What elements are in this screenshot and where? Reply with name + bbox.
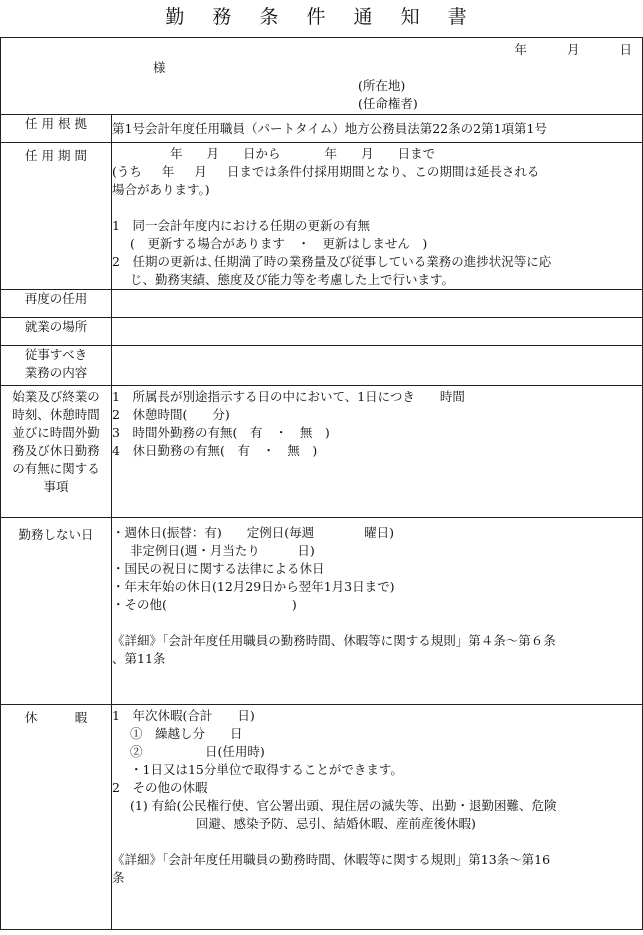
- basis-value: 第1号会計年度任用職員（パートタイム）地方公務員法第22条の2第1項第1号: [112, 115, 643, 143]
- date-year: 年: [514, 42, 527, 57]
- addressee-sama: 様: [153, 60, 166, 75]
- renewal-item-1: 1 同一会計年度内における任期の更新の有無: [112, 218, 370, 233]
- renewal-item-2: 2 任期の更新は､任期満了時の業務量及び従事している業務の進捗状況等に応: [112, 254, 552, 269]
- basis-label: 任 用 根 拠: [1, 115, 112, 143]
- probation-year: 年: [161, 164, 175, 179]
- days-off-value: [112, 518, 643, 705]
- period-row: [1, 143, 643, 290]
- issue-date: [514, 40, 632, 58]
- days-off-line3: ・国民の祝日に関する法律による休日: [112, 561, 325, 576]
- reappointment-value: [112, 290, 643, 318]
- days-off-row: [1, 518, 643, 705]
- period-start-month: 月: [206, 146, 220, 161]
- days-off-label: 勤務しない日: [1, 518, 112, 705]
- date-day: 日: [619, 42, 632, 57]
- wh-item-2: 2 休憩時間( 分): [112, 407, 230, 422]
- duty-value: [112, 346, 643, 386]
- probation-month: 月: [194, 164, 207, 179]
- reappointment-label: 再度の任用: [1, 290, 112, 318]
- conditions-table: [0, 37, 643, 930]
- workplace-value: [112, 318, 643, 346]
- days-off-line5: ・その他( ): [112, 597, 297, 612]
- date-month: 月: [566, 42, 580, 57]
- days-off-detail-cont: 、第11条: [112, 651, 166, 666]
- days-off-line2: 非定例日(週・月当たり 日): [130, 543, 315, 558]
- wh-label-line2: 時刻、休憩時間: [12, 407, 100, 422]
- period-value: [112, 143, 643, 290]
- leave-detail-cont: 条: [112, 870, 125, 885]
- wh-item-3: 3 時間外勤務の有無( 有 ・ 無 ): [112, 425, 330, 440]
- days-off-line1: ・週休日(振替：有) 定例日(毎週 曜日): [112, 525, 395, 540]
- duty-row: [1, 346, 643, 386]
- basis-row: [1, 115, 643, 143]
- leave-detail: 《詳細》「会計年度任用職員の勤務時間、休暇等に関する規則」第13条～第16: [112, 852, 551, 867]
- leave-line2: ① 繰越し分 日: [130, 726, 243, 741]
- wh-label-line1: 始業及び終業の: [12, 389, 100, 404]
- leave-label: 休 暇: [1, 705, 112, 930]
- leave-line3: ② 日(任用時): [130, 744, 265, 759]
- header-row: [1, 38, 643, 115]
- period-end-day: 日まで: [397, 146, 436, 161]
- workplace-row: [1, 318, 643, 346]
- working-hours-label: [1, 386, 112, 518]
- period-start-year: 年: [170, 146, 183, 161]
- wh-label-line6: 事項: [43, 479, 69, 494]
- leave-line6: (1) 有給(公民権行使、官公署出頭、現住居の滅失等、出勤・退勤困難、危険: [130, 798, 557, 813]
- location-label: (所在地): [358, 78, 406, 93]
- probation-open: (うち: [112, 164, 142, 179]
- days-off-detail: 《詳細》「会計年度任用職員の勤務時間、休暇等に関する規則」第４条～第６条: [112, 633, 556, 648]
- leave-line1: 1 年次休暇(合計 日): [112, 708, 255, 723]
- duty-label-line2: 業務の内容: [24, 365, 88, 380]
- header-cell: [1, 38, 643, 115]
- workplace-label: 就業の場所: [1, 318, 112, 346]
- working-hours-value: [112, 386, 643, 518]
- leave-line5: 2 その他の休暇: [112, 780, 208, 795]
- probation-text: 日までは条件付採用期間となり、この期間は延長される: [226, 164, 540, 179]
- duty-label-line1: 従事すべき: [24, 347, 88, 362]
- wh-item-4: 4 休日勤務の有無( 有 ・ 無 ): [112, 443, 318, 458]
- wh-label-line4: 務及び休日勤務: [12, 443, 100, 458]
- leave-line4: ・1日又は15分単位で取得することができます。: [130, 762, 403, 777]
- period-end-year: 年: [324, 146, 338, 161]
- document-title: 勤 務 条 件 通 知 書: [165, 6, 478, 28]
- period-end-month: 月: [361, 146, 374, 161]
- leave-line7: 回避、感染予防、忌引、結婚休暇、産前産後休暇): [196, 816, 476, 831]
- working-hours-row: [1, 386, 643, 518]
- days-off-line4: ・年末年始の休日(12月29日から翌年1月3日まで): [112, 579, 395, 594]
- renewal-options: ( 更新する場合があります ・ 更新はしません ): [130, 236, 428, 251]
- period-start-day: 日から: [243, 146, 281, 161]
- wh-label-line3: 並びに時間外勤: [12, 425, 100, 440]
- appointer-label: (任命権者): [358, 96, 418, 111]
- leave-row: [1, 705, 643, 930]
- reappointment-row: [1, 290, 643, 318]
- wh-label-line5: の有無に関する: [12, 461, 100, 476]
- period-label: 任 用 期 間: [1, 143, 112, 290]
- leave-value: [112, 705, 643, 930]
- renewal-item-2-cont: じ、勤務実績、態度及び能力等を考慮した上で行います。: [130, 272, 455, 287]
- duty-label: [1, 346, 112, 386]
- wh-item-1: 1 所属長が別途指示する日の中において、1日につき 時間: [112, 389, 465, 404]
- probation-text-cont: 場合があります。): [112, 182, 210, 197]
